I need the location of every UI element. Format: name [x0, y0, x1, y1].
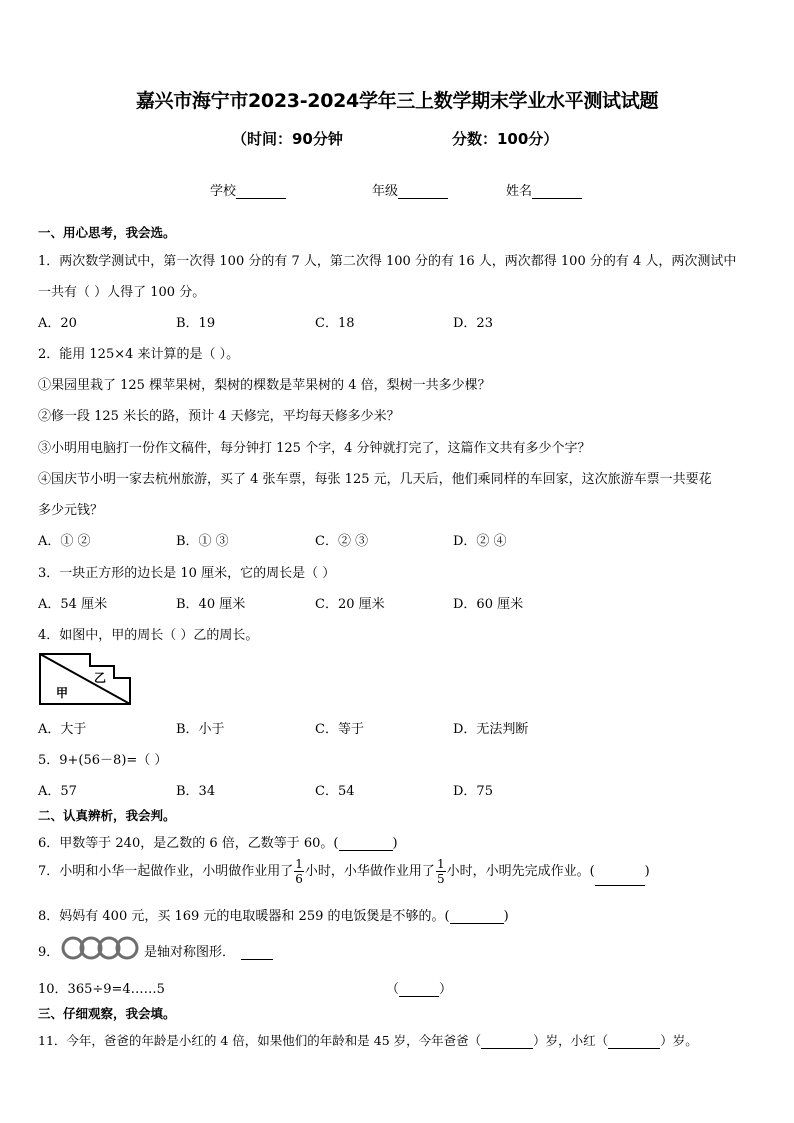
label-jia: 甲: [56, 686, 69, 700]
question-1-line-1: 1．两次数学测试中，第一次得 100 分的有 7 人，第二次得 100 分的有 16 人，两次都得 100 分的有 4 人，两次测试中: [38, 254, 737, 269]
option-c: C．18: [315, 316, 355, 331]
question-11-part-3: ）岁。: [660, 1033, 698, 1048]
paren-close: ）: [439, 982, 453, 997]
question-9: [144, 941, 273, 960]
question-10-text: 10．365÷9=4……5: [38, 982, 165, 997]
option-b: B．40 厘米: [176, 597, 246, 612]
grade-label: 年级: [372, 184, 399, 199]
fraction-numerator: 1: [436, 857, 445, 871]
page-title: 嘉兴市海宁市2023-2024学年三上数学期末学业水平测试试题: [135, 90, 659, 112]
answer-blank[interactable]: [595, 871, 645, 886]
question-8-text: 8．妈妈有 400 元，买 169 元的电取暖器和 259 的电饭煲是不够的。(: [38, 909, 450, 924]
option-a: A．57: [38, 784, 77, 799]
fraction-denominator: 6: [295, 872, 303, 886]
question-9-text: 是轴对称图形．: [144, 945, 236, 960]
question-11: [38, 1031, 698, 1049]
option-b: B．小于: [176, 722, 225, 737]
section-heading: 二、认真辨析，我会判。: [38, 808, 176, 823]
grade-blank: [398, 185, 448, 199]
perimeter-figure: [38, 652, 134, 706]
answer-blank[interactable]: [339, 836, 393, 851]
question-6: [38, 832, 398, 851]
question-6-text: 6．甲数等于 240，是乙数的 6 倍，乙数等于 60。(: [38, 836, 339, 851]
option-b: B．① ③: [176, 534, 229, 549]
name-field: [506, 180, 582, 199]
option-a: A．① ②: [38, 534, 91, 549]
option-d: D．② ④: [453, 534, 507, 549]
option-a: A．54 厘米: [38, 597, 108, 612]
school-blank: [236, 185, 286, 199]
answer-blank[interactable]: [450, 909, 504, 924]
question-7-part-3: 小时，小明先完成作业。(: [446, 864, 595, 879]
question-8: [38, 905, 509, 924]
answer-blank[interactable]: [608, 1034, 660, 1049]
option-a: A．大于: [38, 722, 87, 737]
four-rings-logo: [60, 935, 142, 961]
answer-blank[interactable]: [241, 945, 273, 960]
section-heading: 一、用心思考，我会选。: [38, 225, 176, 240]
question-1-line-2: 一共有（ ）人得了 100 分。: [38, 285, 206, 300]
question-7-part-2: 小时，小华做作业用了: [304, 864, 435, 879]
fraction-one-sixth: [294, 857, 304, 886]
question-7: [38, 857, 650, 886]
question-7-close: ): [644, 864, 650, 879]
question-9-number: 9．: [38, 945, 60, 960]
option-d: D．75: [453, 784, 493, 799]
option-d: D．23: [453, 316, 493, 331]
question-11-part-2: ）岁，小红（: [533, 1033, 609, 1048]
option-d: D．无法判断: [453, 722, 529, 737]
question-2-item-1: ①果园里栽了 125 棵苹果树，梨树的棵数是苹果树的 4 倍，梨树一共多少棵？: [38, 378, 491, 393]
section-heading: 三、仔细观察，我会填。: [38, 1006, 176, 1021]
time-label: （时间：90分钟: [232, 130, 343, 148]
question-10-answer: [386, 978, 452, 997]
grade-field: [372, 180, 448, 199]
option-c: C．20 厘米: [315, 597, 385, 612]
option-c: C．等于: [315, 722, 364, 737]
school-label: 学校: [210, 184, 237, 199]
label-yi: 乙: [94, 671, 107, 685]
question-11-part-1: 11．今年，爸爸的年龄是小红的 4 倍，如果他们的年龄和是 45 岁，今年爸爸（: [38, 1033, 482, 1048]
option-b: B．34: [176, 784, 216, 799]
paren-open: （: [386, 982, 400, 997]
option-b: B．19: [176, 316, 216, 331]
question-2-item-4-cont: 多少元钱？: [38, 503, 104, 518]
fraction-one-fifth: [436, 857, 446, 886]
answer-blank[interactable]: [399, 982, 439, 997]
question-2-item-2: ②修一段 125 米长的路，预计 4 天修完，平均每天修多少米？: [38, 409, 400, 424]
option-c: C．② ③: [315, 534, 369, 549]
fraction-numerator: 1: [295, 857, 303, 871]
fraction-denominator: 5: [436, 872, 445, 886]
question-2-stem: 2．能用 125×4 来计算的是（ ）。: [38, 347, 240, 362]
name-blank: [532, 185, 582, 199]
question-8-close: ): [503, 909, 509, 924]
question-2-item-4: ④国庆节小明一家去杭州旅游，买了 4 张车票，每张 125 元，几天后，他们乘同样的车回家，这次旅游车票一共要花: [38, 472, 712, 487]
question-7-part-1: 7．小明和小华一起做作业，小明做作业用了: [38, 864, 294, 879]
option-c: C．54: [315, 784, 355, 799]
option-a: A．20: [38, 316, 77, 331]
school-field: [210, 180, 286, 199]
question-3-stem: 3．一块正方形的边长是 10 厘米，它的周长是（ ）: [38, 566, 336, 581]
option-d: D．60 厘米: [453, 597, 524, 612]
question-5-stem: 5．9+(56－8)=（ ）: [38, 753, 168, 768]
answer-blank[interactable]: [481, 1034, 533, 1049]
question-6-close: ): [392, 836, 398, 851]
question-4-stem: 4．如图中，甲的周长（ ）乙的周长。: [38, 628, 259, 643]
name-label: 姓名: [506, 184, 533, 199]
score-label: 分数：100分）: [452, 130, 559, 148]
question-2-item-3: ③小明用电脑打一份作文稿件，每分钟打 125 个字，4 分钟就打完了，这篇作文共有多少个字？: [38, 441, 591, 456]
